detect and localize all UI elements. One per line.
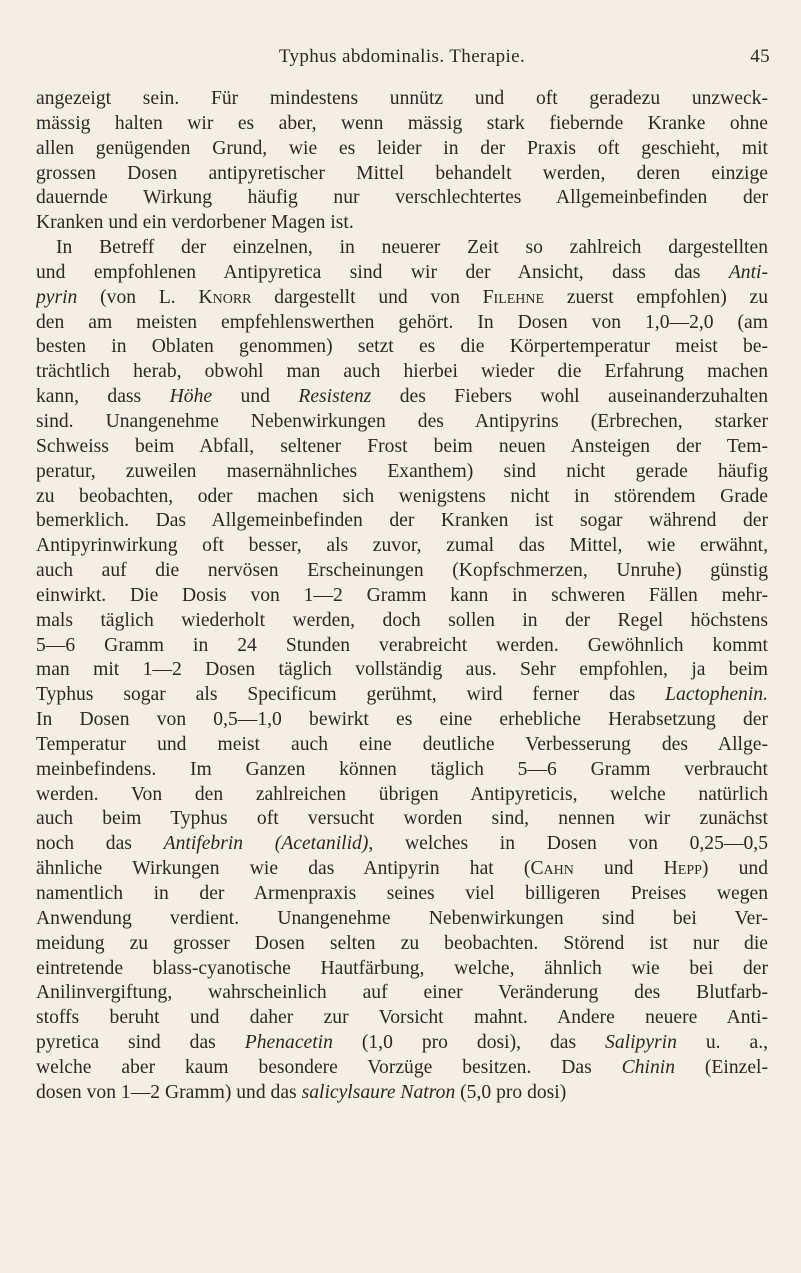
text-run: 5—6 Gramm in 24 Stunden verabreicht werden. Gewöhnlich kommt: [36, 634, 768, 656]
text-run: namentlich in der Armenpraxis seines viel billigeren Preises wegen: [36, 883, 768, 904]
text-run: ) und: [701, 858, 768, 880]
text-line: [36, 410, 768, 435]
text-line: [36, 137, 768, 162]
text-run: Typhus sogar als Specificum gerühmt, wird ferner das: [36, 684, 666, 706]
text-run: einwirkt. Die Dosis von 1—2 Gramm kann in schweren Fällen mehr-: [36, 584, 768, 606]
text-line: [36, 87, 768, 112]
text-run: trächtlich herab, obwohl man auch hierbei wieder die Erfahrung machen: [36, 361, 768, 383]
text-run: peratur, zuweilen masernähnliches Exanthem) sind nicht gerade häufig: [36, 460, 768, 482]
text-line: [36, 981, 768, 1006]
text-run: (1,0 pro dosi), das: [332, 1032, 606, 1054]
italic-term: Resistenz: [298, 386, 372, 408]
text-run: mässig halten wir es aber, wenn mässig stark fiebernde Kranke ohne: [36, 112, 768, 134]
text-line: [36, 857, 768, 882]
text-line: [36, 832, 768, 857]
italic-term: Salipyrin: [605, 1032, 677, 1054]
text-run: Anwendung verdient. Unangenehme Nebenwirkungen sind bei Ver-: [36, 907, 768, 929]
text-line: [36, 1006, 768, 1031]
text-run: dauernde Wirkung häufig nur verschlechtertes Allgemeinbefinden der: [36, 187, 768, 209]
text-run: Antipyrinwirkung oft besser, als zuvor, zumal das Mittel, wie erwähnt,: [36, 535, 768, 557]
text-run: (5,0 pro dosi): [455, 1081, 567, 1103]
text-line: [36, 1031, 768, 1056]
text-line: [36, 932, 768, 957]
author-name: Filehne: [482, 286, 545, 308]
text-line: [36, 733, 768, 758]
text-run: In Dosen von 0,5—1,0 bewirkt es eine erhebliche Herabsetzung der: [36, 709, 768, 731]
text-run: (Einzel-: [675, 1056, 768, 1078]
text-run: stoffs beruht und daher zur Vorsicht mahnt. Andere neuere Anti-: [36, 1007, 768, 1029]
text-run: dargestellt und von: [251, 286, 483, 308]
italic-term: salicylsaure Natron: [301, 1081, 456, 1103]
italic-term: pyrin: [36, 286, 78, 308]
text-run: , welches in Dosen von 0,25—0,5: [368, 833, 768, 855]
text-run: kann, dass: [36, 386, 170, 408]
text-run: zuerst empfohlen) zu: [544, 286, 768, 308]
text-line: [36, 385, 768, 410]
text-line: [36, 261, 768, 286]
text-run: (von L.: [77, 286, 199, 308]
text-line: [36, 807, 768, 832]
text-line: [36, 708, 768, 733]
text-line: [36, 758, 768, 783]
author-name: Hepp: [663, 858, 702, 880]
author-name: Knorr: [198, 286, 252, 308]
text-line: [36, 360, 768, 385]
text-run: eintretende blass-cyanotische Hautfärbung, welche, ähnlich wie bei der: [36, 957, 768, 979]
text-run: den am meisten empfehlenswerthen gehört. In Dosen von 1,0—2,0 (am: [36, 311, 768, 333]
text-run: und: [212, 386, 299, 408]
text-run: Temperatur und meist auch eine deutliche Verbesserung des Allge-: [36, 733, 768, 755]
text-run: meidung zu grosser Dosen selten zu beobachten. Störend ist nur die: [36, 932, 768, 954]
text-run: des Fiebers wohl auseinanderzuhalten: [371, 386, 768, 408]
text-line: [36, 534, 768, 559]
text-run: besten in Oblaten genommen) setzt es die Körpertemperatur meist be-: [36, 336, 768, 358]
text-run: meinbefindens. Im Ganzen können täglich 5—6 Gramm verbraucht: [36, 758, 768, 780]
text-run: dosen von 1—2 Gramm) und das: [36, 1081, 302, 1103]
text-line: [36, 882, 768, 907]
text-line: [36, 460, 768, 485]
author-name: Cahn: [530, 858, 574, 880]
text-line: [36, 186, 768, 211]
text-run: angezeigt sein. Für mindestens unnütz und oft geradezu unzweck-: [36, 88, 768, 109]
text-line: [36, 211, 768, 236]
text-run: grossen Dosen antipyretischer Mittel behandelt werden, deren einzige: [36, 162, 768, 184]
text-line: [36, 236, 768, 261]
italic-term: Phenacetin: [244, 1032, 333, 1054]
text-run: In Betreff der einzelnen, in neuerer Zeit so zahlreich dargestellten: [56, 237, 768, 259]
page-number: 45: [750, 46, 770, 67]
text-run: Anilinvergiftung, wahrscheinlich auf einer Veränderung des Blutfarb-: [36, 982, 768, 1004]
text-line: [36, 435, 768, 460]
italic-term: Lactophenin.: [665, 684, 768, 706]
text-line: [36, 683, 768, 708]
text-run: und empfohlenen Antipyretica sind wir der Ansicht, dass das: [36, 261, 729, 283]
text-line: [36, 559, 768, 584]
italic-term: Antifebrin (Acetanilid): [163, 833, 369, 855]
italic-term: Anti-: [728, 261, 768, 283]
text-run: noch das: [36, 833, 164, 855]
text-line: [36, 485, 768, 510]
running-head: [34, 46, 770, 70]
text-line: [36, 957, 768, 982]
text-line: [36, 783, 768, 808]
text-line: [36, 634, 768, 659]
text-line: [36, 609, 768, 634]
text-run: allen genügenden Grund, wie es leider in der Praxis oft geschieht, mit: [36, 137, 768, 159]
text-run: Schweiss beim Abfall, seltener Frost beim neuen Ansteigen der Tem-: [36, 435, 768, 457]
text-line: [36, 162, 768, 187]
text-run: welche aber kaum besondere Vorzüge besitzen. Das: [36, 1056, 622, 1078]
italic-term: Höhe: [169, 386, 213, 408]
text-run: auch auf die nervösen Erscheinungen (Kopfschmerzen, Unruhe) günstig: [36, 560, 768, 582]
text-run: ähnliche Wirkungen wie das Antipyrin hat (: [36, 858, 531, 880]
text-line: [36, 584, 768, 609]
text-line: [36, 509, 768, 534]
italic-term: Chinin: [621, 1056, 675, 1078]
text-run: man mit 1—2 Dosen täglich vollständig aus. Sehr empfohlen, ja beim: [36, 659, 768, 681]
text-line: [36, 286, 768, 311]
text-line: [36, 658, 768, 683]
text-run: und: [573, 858, 664, 880]
text-run: pyretica sind das: [36, 1032, 245, 1054]
text-run: zu beobachten, oder machen sich wenigstens nicht in störendem Grade: [36, 485, 768, 507]
text-run: sind. Unangenehme Nebenwirkungen des Antipyrins (Erbrechen, starker: [36, 410, 768, 432]
text-line: [36, 1081, 768, 1106]
text-line: [36, 335, 768, 360]
running-title: Typhus abdominalis. Therapie.: [278, 46, 526, 67]
body-text: [36, 87, 768, 1106]
text-run: mals täglich wiederholt werden, doch sollen in der Regel höchstens: [36, 609, 768, 631]
text-run: bemerklich. Das Allgemeinbefinden der Kranken ist sogar während der: [36, 510, 768, 532]
text-line: [36, 112, 768, 137]
text-run: u. a.,: [676, 1032, 768, 1054]
text-run: Kranken und ein verdorbener Magen ist.: [36, 212, 354, 234]
text-run: werden. Von den zahlreichen übrigen Antipyreticis, welche natürlich: [36, 783, 768, 805]
text-line: [36, 311, 768, 336]
text-line: [36, 907, 768, 932]
text-line: [36, 1056, 768, 1081]
text-run: auch beim Typhus oft versucht worden sind, nennen wir zunächst: [36, 808, 768, 830]
